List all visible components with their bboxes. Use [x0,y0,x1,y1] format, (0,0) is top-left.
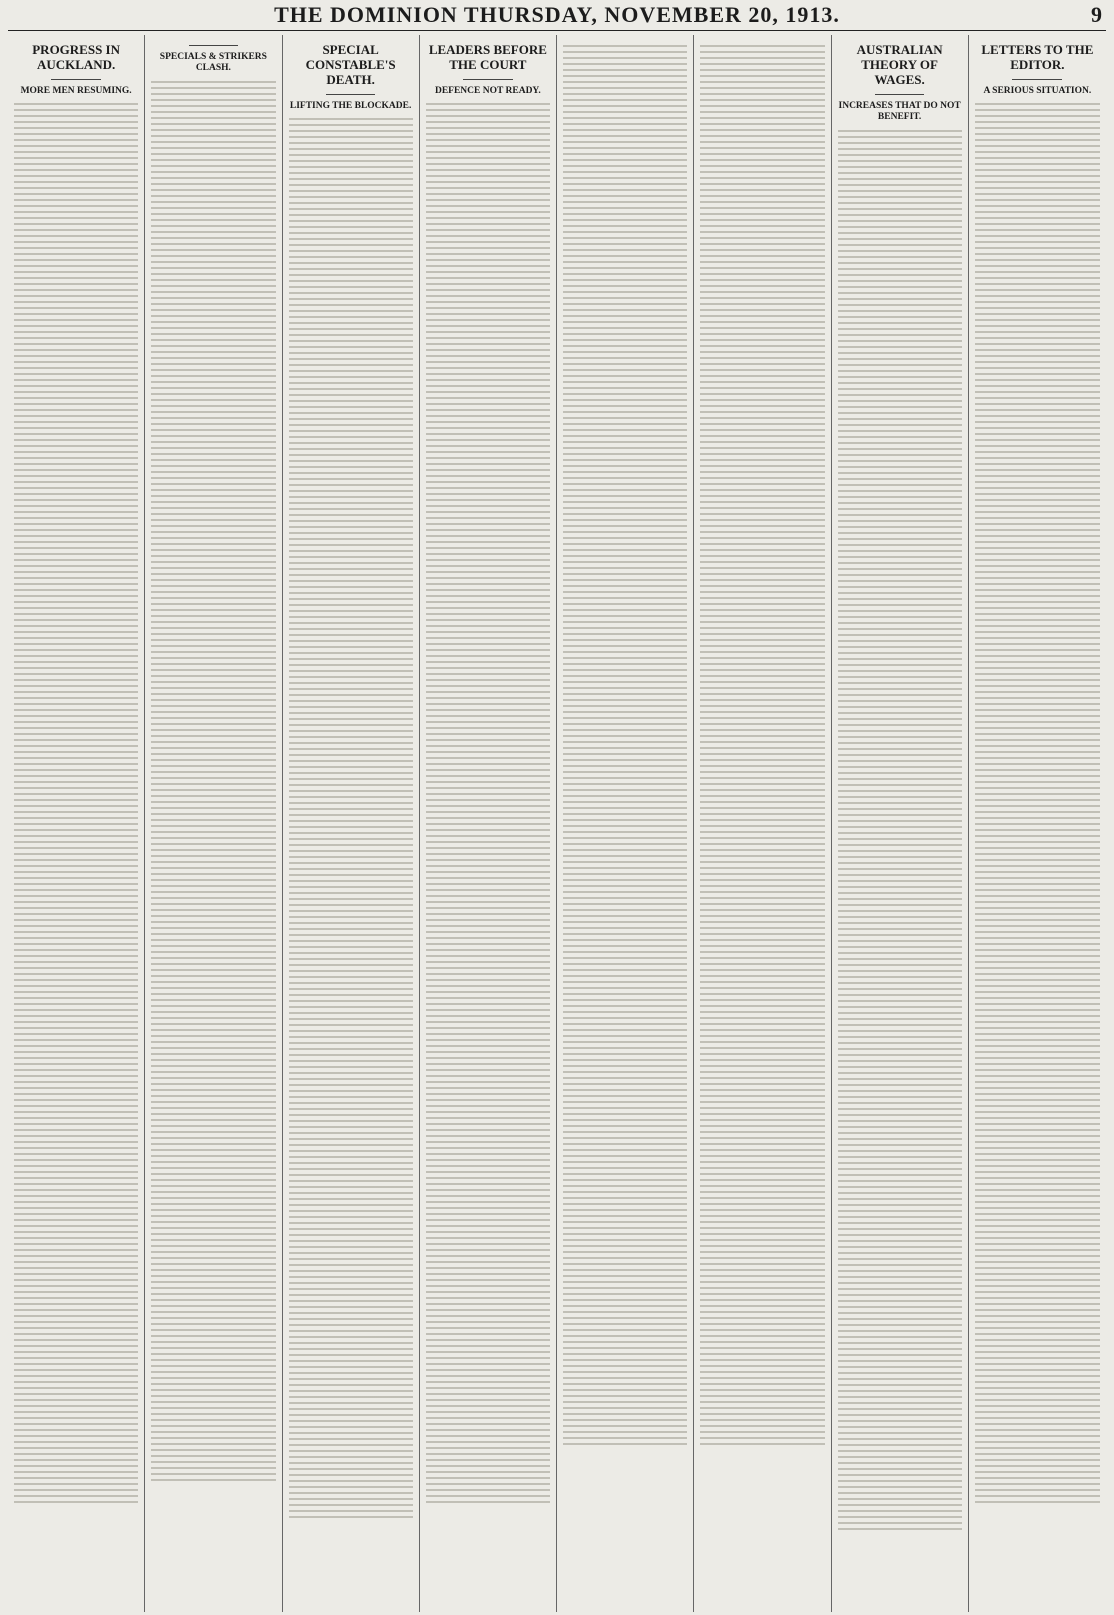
body-text-placeholder [151,81,275,1481]
page-number: 9 [1091,2,1102,27]
masthead-title: THE DOMINION THURSDAY, NOVEMBER 20, 1913. [274,2,840,27]
column-headline: PROGRESS IN AUCKLAND. [32,42,121,72]
columns [8,35,1106,1612]
body-text-placeholder [426,103,550,1503]
divider [1012,79,1062,80]
column-8 [969,35,1106,1612]
body-text-placeholder [563,45,687,1445]
divider [463,79,513,80]
body-text-placeholder [700,45,824,1445]
column-subhead: LIFTING THE BLOCKADE. [289,100,412,111]
body-text-placeholder [975,103,1100,1503]
column-headline: AUSTRALIAN THEORY OF WAGES. [856,42,943,87]
divider [326,94,376,95]
column-subhead: DEFENCE NOT READY. [434,85,541,96]
divider [875,94,925,95]
column-subhead: A SERIOUS SITUATION. [983,85,1092,96]
column-subhead: INCREASES THAT DO NOT BENEFIT. [838,100,961,123]
column-7 [832,35,969,1612]
column-headline: LETTERS TO THE EDITOR. [981,42,1094,72]
column-2 [145,35,282,1612]
column-1 [8,35,145,1612]
column-6 [694,35,831,1612]
column-5 [557,35,694,1612]
column-headline: LEADERS BEFORE THE COURT [428,42,547,72]
column-headline: SPECIAL CONSTABLE'S DEATH. [305,42,396,87]
body-text-placeholder [838,130,962,1530]
divider [51,79,101,80]
column-subhead: SPECIALS & STRIKERS CLASH. [159,52,267,74]
column-4 [420,35,557,1612]
body-text-placeholder [289,118,413,1518]
column-subhead: MORE MEN RESUMING. [20,85,132,96]
divider [189,45,239,46]
masthead [8,0,1106,31]
body-text-placeholder [14,103,138,1503]
column-3 [283,35,420,1612]
